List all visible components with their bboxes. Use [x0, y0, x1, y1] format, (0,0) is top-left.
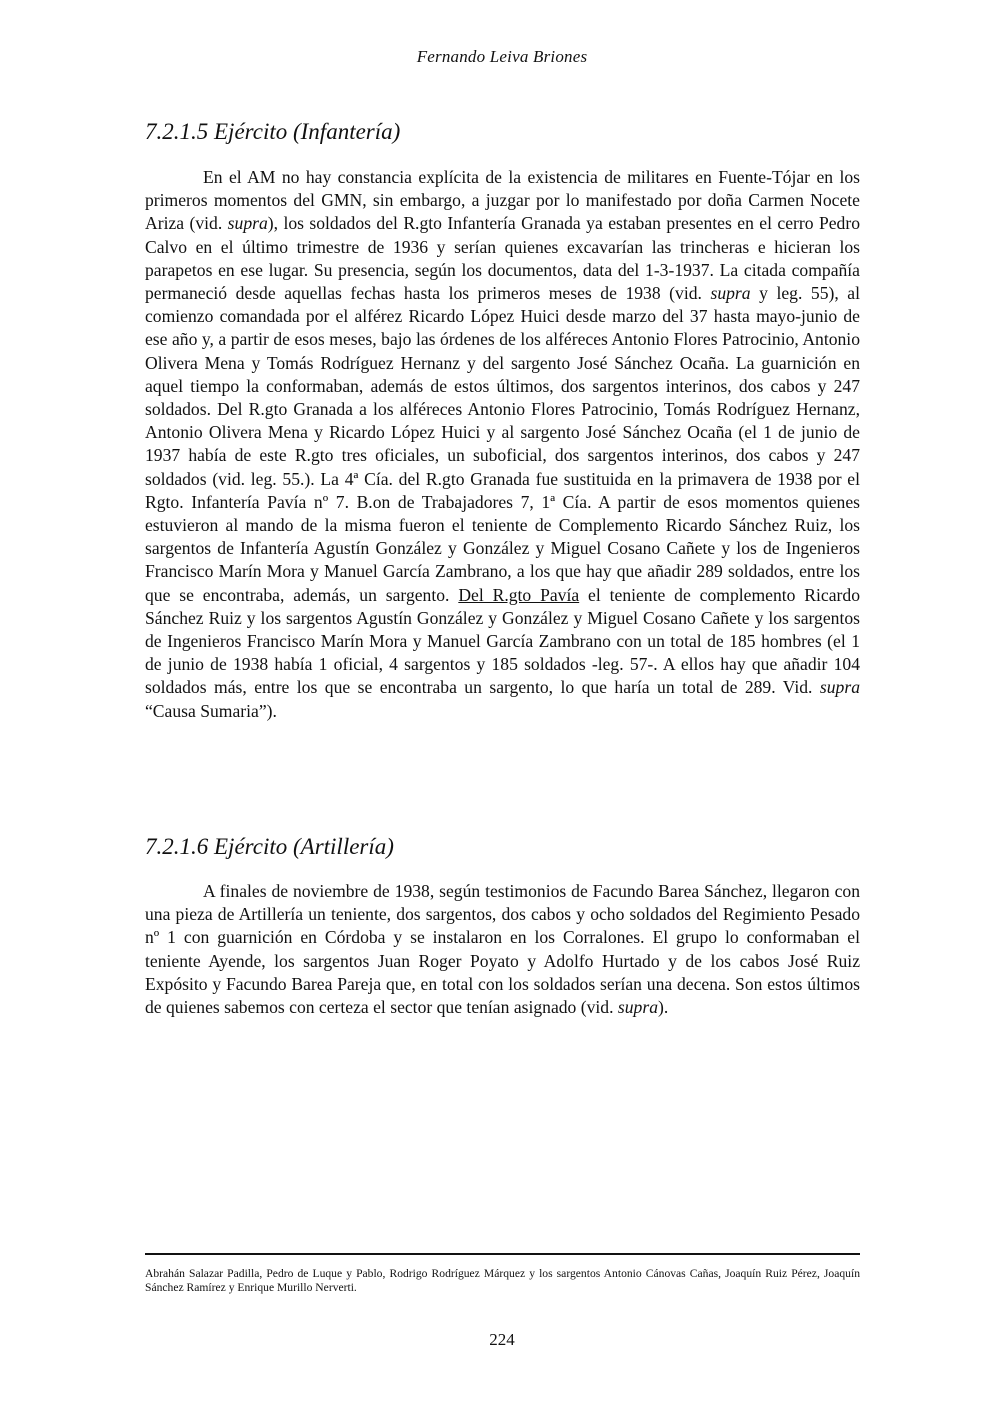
text-run: ).	[658, 997, 669, 1018]
section-artilleria	[145, 880, 860, 1019]
footnote: Abrahán Salazar Padilla, Pedro de Luque y Pablo, Rodrigo Rodríguez Márquez y los sargentos Antonio Cánovas Cañas, Joaquín Ruiz Pérez, Joaquín Sánchez Ramírez y Enrique Murillo Nerverti.	[145, 1267, 860, 1294]
text-run: En el AM no hay constancia explícita de la existencia de militares en Fuente-Tójar en los primeros momentos del GMN, sin embargo, a juzgar por lo manifestado por doña Carmen Nocete Ariza (vid.	[145, 167, 860, 234]
italic-term: supra	[227, 213, 268, 234]
italic-term: supra	[819, 677, 860, 698]
text-run: el teniente de complemento Ricardo Sánchez Ruiz y los sargentos Agustín González y González y Miguel Cosano Cañete y los sargentos de Ingenieros Francisco Marín Mora y Manuel García Zambrano con un total de 185 hombres (el 1 de junio de 1938 había 1 oficial, 4 sargentos y 185 soldados -leg. 57-. A ellos hay que añadir 104 soldados más, entre los que se encontraba un sargento, lo que haría un total de 289. Vid.	[145, 584, 860, 698]
section-infanteria	[145, 166, 860, 723]
page-number: 224	[489, 1330, 515, 1349]
underlined-text: Del R.gto Pavía	[458, 584, 580, 605]
italic-term: supra	[617, 997, 658, 1018]
footnote-divider	[145, 1253, 860, 1255]
running-header: Fernando Leiva Briones	[416, 47, 588, 66]
italic-term: supra	[710, 283, 751, 304]
section-title-artilleria: 7.2.1.6 Ejército (Artillería)	[145, 834, 394, 859]
section-title-infanteria: 7.2.1.5 Ejército (Infantería)	[145, 119, 401, 144]
text-run: ), los soldados del R.gto Infantería Granada ya estaban presentes en el cerro Pedro Calvo en el último trimestre de 1936 y serían quienes excavarían las trincheras e hicieran los parapetos en ese lugar. Su presencia, según los documentos, data del 1-3-1937. La citada compañía permaneció desde aquellas fechas hasta los primeros meses de 1938 (vid.	[145, 213, 861, 304]
text-run: y leg. 55), al comienzo comandada por el alférez Ricardo López Huici desde marzo del 37 hasta mayo-junio de ese año y, a partir de esos meses, bajo las órdenes de los alféreces Antonio Flores Patrocinio, Antonio Olivera Mena y Tomás Rodríguez Hernanz y del sargento José Sánchez Ocaña. La guarnición en aquel tiempo la conformaban, además de estos últimos, dos sargentos interinos, dos cabos y 247 soldados. Del R.gto Granada a los alféreces Antonio Flores Patrocinio, Tomás Rodríguez Hernanz, Antonio Olivera Mena y Ricardo López Huici y al sargento José Sánchez Ocaña (el 1 de junio de 1937 había de este R.gto tres oficiales, un suboficial, dos sargentos interinos, dos cabos y 247 soldados (vid. leg. 55.). La 4ª Cía. del R.gto Granada fue sustituida en la primavera de 1938 por el Rgto. Infantería Pavía nº 7. B.on de Trabajadores 7, 1ª Cía. A partir de esos momentos quienes estuvieron al mando de la misma fueron el teniente de Complemento Ricardo Sánchez Ruiz, los sargentos de Infantería Agustín González y González y Miguel Cosano Cañete y los de Ingenieros Francisco Marín Mora y Manuel García Zambrano, a los que hay que añadir 289 soldados, entre los que se encontraba, además, un sargento.	[145, 283, 860, 605]
text-run: “Causa Sumaria”).	[145, 700, 277, 721]
paragraph-infanteria	[145, 166, 860, 723]
paragraph-artilleria	[145, 880, 860, 1019]
text-run: A finales de noviembre de 1938, según testimonios de Facundo Barea Sánchez, llegaron con una pieza de Artillería un teniente, dos sargentos, dos cabos y ocho soldados del Regimiento Pesado nº 1 con guarnición en Córdoba y se instalaron en los Corralones. El grupo lo conformaban el teniente Ayende, los sargentos Juan Roger Poyato y Adolfo Hurtado y de los cabos José Ruiz Expósito y Facundo Barea Pareja que, en total con los soldados serían una decena. Son estos últimos de quienes sabemos con certeza el sector que tenían asignado (vid.	[145, 881, 860, 1018]
